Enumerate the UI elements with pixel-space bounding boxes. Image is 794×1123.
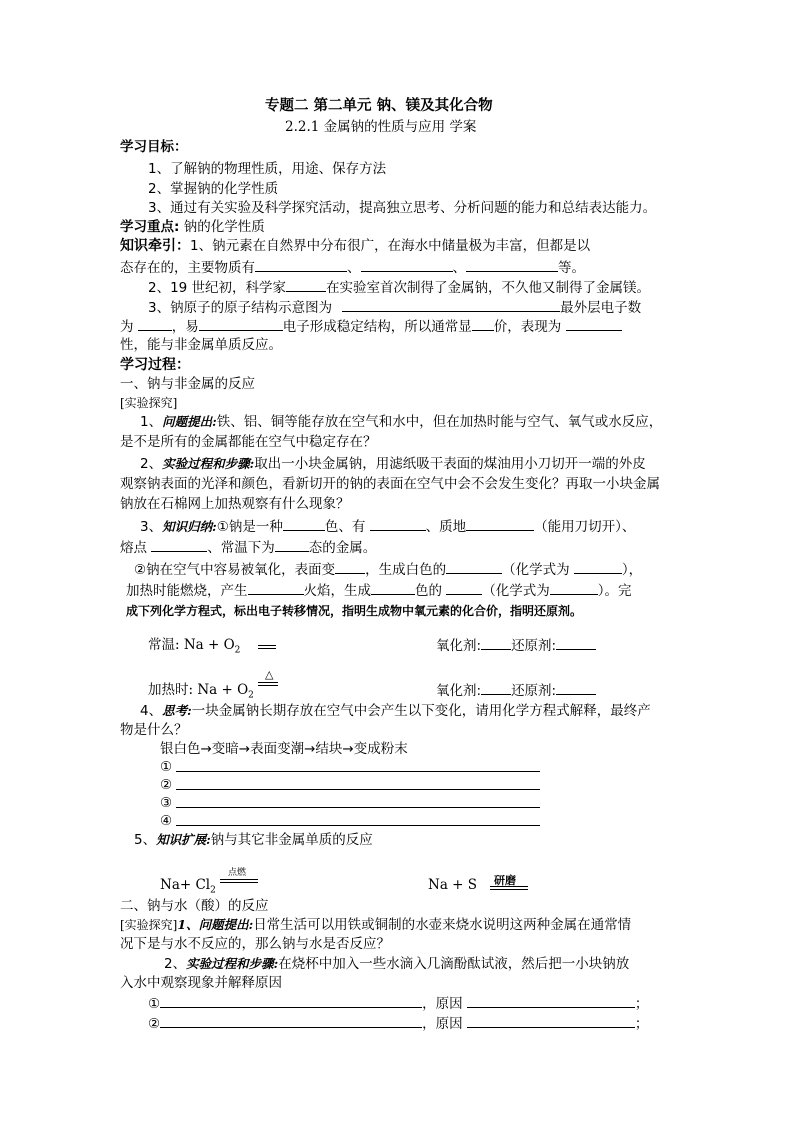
goals-heading: 学习目标： [120, 139, 188, 155]
question-text: （化学式为 [502, 562, 570, 578]
question-4: 4、思考:一块金属钠长期存放在空气中会产生以下变化，请用化学方程式解释，最终产 [140, 703, 651, 719]
knowledge-text: 1、钠元素在自然界中分布很广，在海水中储量极为丰富，但都是以 [190, 238, 591, 254]
equation-sulfur: Na + S [428, 877, 478, 893]
separator: ； [634, 996, 649, 1012]
oxidant-label: 氧化剂: [436, 683, 482, 699]
page-subtitle: 2.2.1 金属钠的性质与应用 学案 [285, 119, 477, 135]
question-3-cont [126, 581, 632, 600]
question-text: 在烧杯中加入一些水滴入几滴酚酞试液，然后把一小块钠放 [278, 956, 630, 972]
question-3: 3、知识归纳:①钠是一种 色、有 、质地 （能用刀切开）、 [140, 519, 636, 535]
answer-line[interactable] [176, 771, 540, 772]
question-text: 加热时能燃烧，产生 [126, 583, 248, 599]
blank-field[interactable] [481, 681, 511, 695]
question-1-cont: 况下是与水不反应的，那么钠与水是否反应？ [120, 936, 390, 952]
reductant-label: 还原剂: [511, 683, 557, 699]
question-3-cont [120, 538, 376, 557]
knowledge-text: 价，表现为 [493, 319, 562, 335]
blank-field[interactable] [283, 517, 325, 531]
knowledge-text: 等。 [558, 260, 585, 276]
question-2: 2、实验过程和步骤:在烧杯中加入一些水滴入几滴酚酞试液，然后把一小块钠放 [164, 956, 630, 972]
blank-field[interactable] [481, 636, 511, 650]
knowledge-text: 2、19 世纪初，科学家 [148, 280, 287, 296]
question-text: 、常温下为 [207, 540, 275, 556]
goal-item: 1、了解钠的物理性质，用途、保存方法 [148, 161, 387, 177]
equation-text: 加热时: Na + O [148, 682, 249, 698]
question-text: （能用刀切开）、 [534, 519, 636, 535]
instruction-text: 成下列化学方程式，标出电子转移情况，指明生成物中氧元素的化合价，指明还原剂。 [126, 604, 583, 618]
section-heading: 一、钠与非金属的反应 [120, 376, 255, 392]
knowledge-text: 3、钠原子的原子结构示意图为 [148, 300, 333, 316]
question-3-cont [134, 560, 642, 579]
question-label: 1、问题提出: [177, 917, 254, 932]
blank-field[interactable] [467, 1014, 635, 1028]
grind-condition: 研磨 [494, 874, 516, 887]
equation-room-temp: 常温: $Na + O_2$ [148, 637, 241, 656]
question-label: 知识扩展: [156, 832, 211, 847]
answer-num: ② [148, 1016, 161, 1032]
change-chain: 银白色→变暗→表面变潮→结块→变成粉末 [160, 741, 408, 757]
blank-field[interactable] [199, 317, 283, 331]
blank-field[interactable] [472, 317, 494, 331]
blank-field[interactable] [361, 258, 453, 272]
answer-num: ① [160, 759, 173, 775]
knowledge-line-1 [120, 237, 590, 255]
equals-sign [220, 879, 258, 883]
blank-field[interactable] [550, 581, 598, 595]
equation-chlorine: $Na+ Cl_2$ [160, 877, 216, 896]
knowledge-line-5 [120, 317, 622, 336]
question-label: 实验过程和步骤: [186, 956, 279, 971]
knowledge-line-2 [120, 258, 585, 277]
question-text: 色、有 [324, 519, 366, 535]
blank-field[interactable] [466, 258, 558, 272]
knowledge-text: 电子形成稳定结构，所以通常显 [282, 319, 472, 335]
blank-field[interactable] [138, 317, 172, 331]
question-text: 火焰，生成 [303, 583, 371, 599]
question-1-cont: 是不是所有的金属都能在空气中稳定存在？ [120, 434, 377, 450]
ignite-condition: 点燃 [228, 868, 247, 878]
explore-tag: [实验探究] [120, 396, 178, 410]
blank-field[interactable] [370, 517, 426, 531]
oxidant-label: 氧化剂: [436, 638, 482, 654]
question-text: 态的金属。 [308, 540, 377, 556]
blank-field[interactable] [446, 560, 502, 574]
question-text: ，生成白色的 [365, 562, 447, 578]
knowledge-text: 最外层电子数 [560, 300, 642, 316]
knowledge-text: ，易 [171, 319, 199, 335]
blank-field[interactable] [160, 994, 422, 1008]
question-label: 思考: [162, 703, 192, 718]
question-label: 实验过程和步骤: [162, 456, 255, 471]
separator: ； [634, 1016, 649, 1032]
blank-field[interactable] [286, 278, 326, 292]
page-title: 专题二 第二单元 钠、镁及其化合物 [265, 98, 493, 114]
question-text: （化学式为 [482, 583, 550, 599]
goal-item: 2、掌握钠的化学性质 [148, 181, 279, 197]
reason-label: ，原因 [422, 996, 463, 1012]
blank-field[interactable] [556, 636, 596, 650]
answer-line [436, 681, 596, 700]
question-text: 、质地 [425, 519, 467, 535]
explore-tag: [实验探究] [120, 918, 178, 932]
blank-field[interactable] [160, 1014, 422, 1028]
blank-field[interactable] [574, 560, 622, 574]
equation-text: Na+ Cl [160, 877, 211, 893]
separator: 、 [347, 260, 361, 276]
heat-symbol: △ [265, 668, 274, 681]
blank-field[interactable] [466, 517, 534, 531]
equation-heat: 加热时: $Na + O_2$ [148, 682, 254, 701]
answer-line[interactable] [176, 825, 540, 826]
blank-field[interactable] [446, 581, 482, 595]
question-text: 熔点 [120, 540, 147, 556]
question-2-cont: 观察钠表面的光泽和颜色，看新切开的钠的表面在空气中会不会发生变化？再取一小块金属 [120, 476, 660, 492]
question-4-cont: 物是什么？ [120, 722, 188, 738]
question-label: 知识归纳: [162, 519, 217, 534]
equation-text: 常温: Na + O [148, 637, 235, 653]
question-text: ）， [621, 562, 643, 578]
question-1: 1、问题提出:铁、铝、铜等能存放在空气和水中，但在加热时能与空气、氧气或水反应， [140, 414, 663, 430]
answer-line[interactable] [176, 807, 540, 808]
question-text: 一块金属钠长期存放在空气中会产生以下变化，请用化学方程式解释，最终产 [191, 703, 651, 719]
question-text: 取出一小块金属钠，用滤纸吸干表面的煤油用小刀切开一端的外皮 [254, 456, 646, 472]
question-text: 钠与其它非金属单质的反应 [210, 832, 373, 848]
question-text: 铁、铝、铜等能存放在空气和水中，但在加热时能与空气、氧气或水反应， [216, 414, 663, 430]
blank-field[interactable] [248, 581, 304, 595]
focus-heading: 学习重点: [120, 219, 180, 235]
question-text: 色的 [415, 583, 442, 599]
knowledge-heading: 知识牵引： [120, 238, 190, 254]
process-heading: 学习过程： [120, 357, 190, 373]
question-2-cont: 入水中观察现象并解释原因 [120, 975, 282, 991]
answer-row [148, 994, 648, 1013]
blank-field[interactable] [371, 581, 415, 595]
blank-field[interactable] [151, 538, 207, 552]
knowledge-text: 为 [120, 319, 134, 335]
blank-field[interactable] [566, 317, 622, 331]
question-5: 5、知识扩展:钠与其它非金属单质的反应 [134, 832, 373, 848]
knowledge-line-6: 性，能与非金属单质反应。 [120, 337, 282, 353]
blank-field[interactable] [255, 258, 347, 272]
blank-field[interactable] [342, 298, 560, 312]
question-2: 2、实验过程和步骤:取出一小块金属钠，用滤纸吸干表面的煤油用小刀切开一端的外皮 [140, 456, 646, 472]
knowledge-line-4 [148, 298, 641, 317]
blank-field[interactable] [556, 681, 596, 695]
equals-sign [258, 682, 278, 686]
question-2-cont: 钠放在石棉网上加热观察有什么现象？ [120, 496, 350, 512]
question-1 [120, 916, 631, 934]
answer-num: ② [160, 777, 173, 793]
answer-line[interactable] [176, 789, 540, 790]
focus-text: 钠的化学性质 [183, 219, 265, 235]
knowledge-text: 态存在的，主要物质有 [120, 260, 255, 276]
answer-num: ③ [160, 795, 173, 811]
blank-field[interactable] [335, 560, 365, 574]
knowledge-line-3 [148, 278, 650, 297]
question-text: ）。完 [597, 583, 632, 599]
separator: 、 [452, 260, 466, 276]
goal-item: 3、通过有关实验及科学探究活动，提高独立思考、分析问题的能力和总结表达能力。 [148, 200, 657, 216]
reductant-label: 还原剂: [511, 638, 557, 654]
section-heading: 二、钠与水（酸）的反应 [120, 898, 269, 914]
blank-field[interactable] [275, 538, 309, 552]
answer-row [148, 1014, 648, 1033]
question-label: 问题提出: [162, 414, 217, 429]
answer-num: ① [148, 996, 161, 1012]
answer-line [436, 636, 596, 655]
equals-sign [490, 886, 528, 890]
question-text: ②钠在空气中容易被氧化，表面变 [134, 562, 336, 578]
equals-sign [258, 645, 276, 649]
question-text: ①钠是一种 [216, 519, 283, 535]
focus-line [120, 218, 265, 236]
reason-label: ，原因 [422, 1016, 463, 1032]
question-text: 日常生活可以用铁或铜制的水壶来烧水说明这两种金属在通常情 [253, 917, 632, 933]
knowledge-text: 在实验室首次制得了金属钠，不久他又制得了金属镁。 [326, 280, 651, 296]
blank-field[interactable] [467, 994, 635, 1008]
answer-num: ④ [160, 813, 173, 829]
